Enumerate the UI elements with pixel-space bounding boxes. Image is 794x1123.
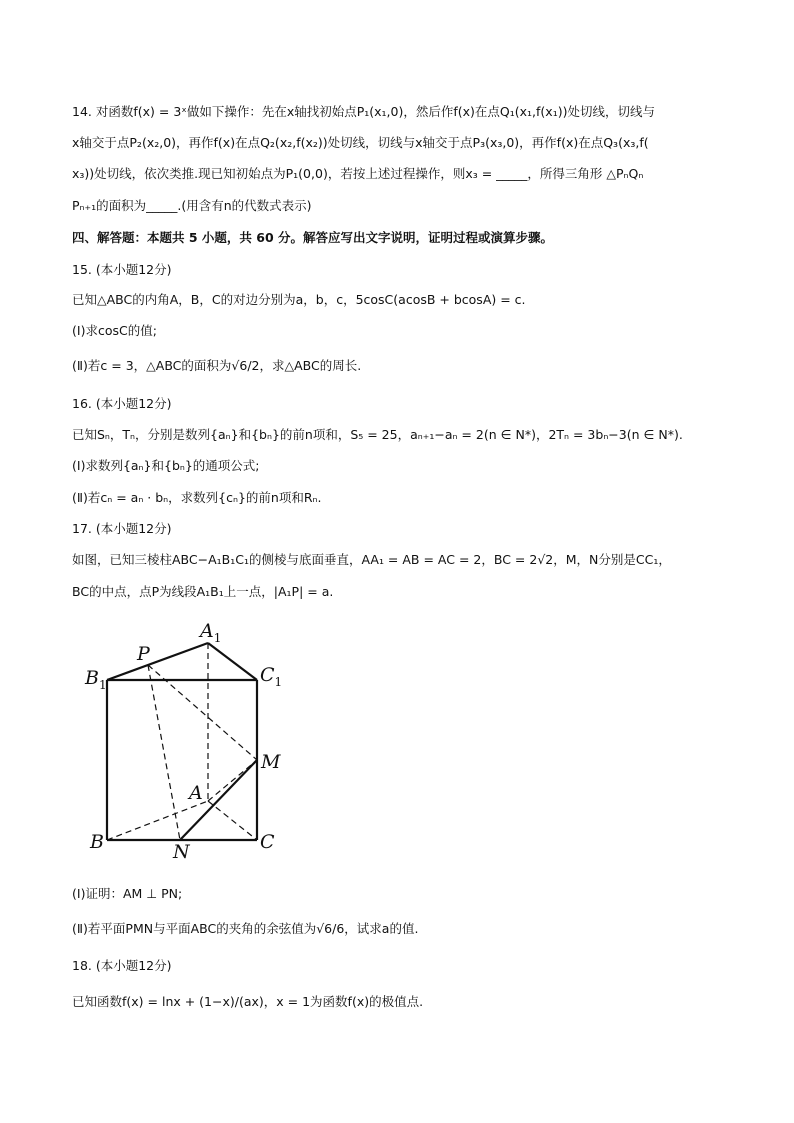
label-m: M: [261, 751, 281, 773]
q16-part-2: (Ⅱ)若cₙ = aₙ · bₙ，求数列{cₙ}的前n项和Rₙ.: [72, 490, 322, 505]
label-b: B: [90, 831, 104, 853]
q16-part-1: (Ⅰ)求数列{aₙ}和{bₙ}的通项公式;: [72, 458, 260, 473]
q17-stem-1: 如图，已知三棱柱ABC−A₁B₁C₁的侧棱与底面垂直，AA₁ = AB = AC = 2，BC = 2√2，M，N分别是CC₁，: [72, 552, 671, 567]
q14-line-4: Pₙ₊₁的面积为_____.(用含有n的代数式表示): [72, 198, 312, 213]
q18-title: 18. (本小题12分): [72, 958, 172, 973]
q15-part-2: (Ⅱ)若c = 3，△ABC的面积为√6/2，求△ABC的周长.: [72, 358, 362, 373]
q14-line-3: x₃))处切线，依次类推.现已知初始点为P₁(0,0)，若按上述过程操作，则x₃ = _____，所得三角形 △PₙQₙ: [72, 166, 644, 181]
q16-stem: 已知Sₙ，Tₙ，分别是数列{aₙ}和{bₙ}的前n项和，S₅ = 25，aₙ₊₁−aₙ = 2(n ∈ N*)，2Tₙ = 3bₙ−3(n ∈ N*).: [72, 427, 683, 442]
q15-stem: 已知△ABC的内角A，B，C的对边分别为a，b，c，5cosC(acosB + bcosA) = c.: [72, 292, 526, 307]
label-c: C: [260, 831, 275, 853]
label-n: N: [173, 841, 190, 863]
q17-part-1: (Ⅰ)证明：AM ⊥ PN;: [72, 886, 183, 901]
label-a1: $A_1$: [200, 620, 222, 645]
q16-title: 16. (本小题12分): [72, 396, 172, 411]
q17-part-2: (Ⅱ)若平面PMN与平面ABC的夹角的余弦值为√6/6，试求a的值.: [72, 921, 419, 936]
q17-stem-2: BC的中点，点P为线段A₁B₁上一点，|A₁P| = a.: [72, 584, 334, 599]
section-4-header: 四、解答题：本题共 5 小题，共 60 分。解答应写出文字说明，证明过程或演算步骤。: [72, 230, 554, 245]
label-a: A: [189, 782, 203, 804]
prism-figure: [80, 615, 300, 865]
q18-stem: 已知函数f(x) = lnx + (1−x)/(ax)，x = 1为函数f(x)的极值点.: [72, 994, 424, 1009]
q15-part-1: (Ⅰ)求cosC的值;: [72, 323, 157, 338]
label-b1: $B_1$: [85, 667, 107, 692]
q17-title: 17. (本小题12分): [72, 521, 172, 536]
label-p: P: [137, 643, 150, 665]
q14-line-1: 14. 对函数f(x) = 3ˣ做如下操作：先在x轴找初始点P₁(x₁,0)，然后作f(x)在点Q₁(x₁,f(x₁))处切线，切线与: [72, 104, 655, 119]
q15-title: 15. (本小题12分): [72, 262, 172, 277]
label-c1: $C_1$: [260, 664, 283, 689]
q14-line-2: x轴交于点P₂(x₂,0)，再作f(x)在点Q₂(x₂,f(x₂))处切线，切线与x轴交于点P₃(x₃,0)，再作f(x)在点Q₃(x₃,f(: [72, 135, 649, 150]
